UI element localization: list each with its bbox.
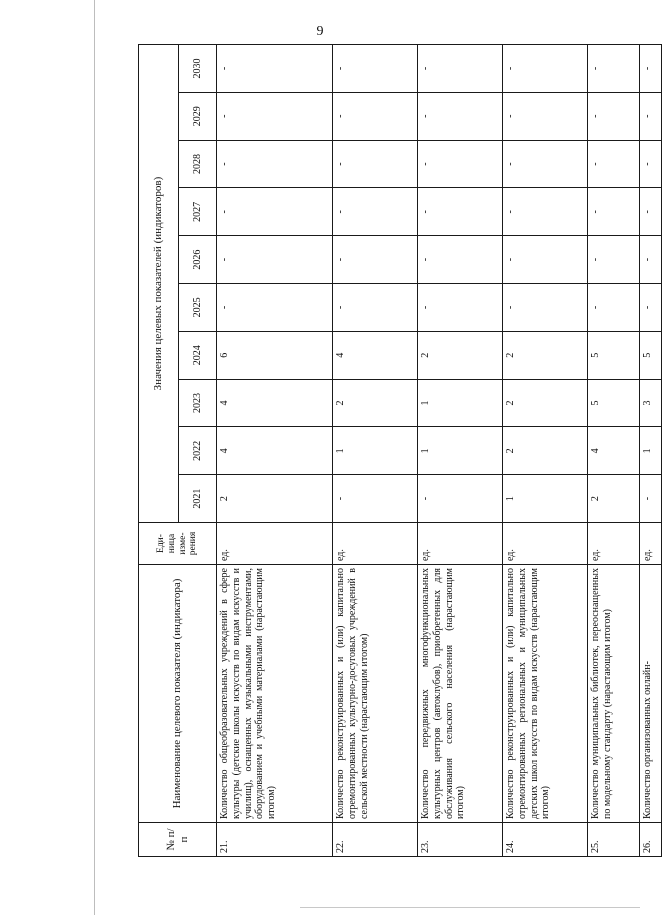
- row-value: 2: [503, 331, 588, 379]
- row-value: -: [217, 92, 333, 140]
- row-value: 4: [588, 427, 640, 475]
- row-value: 5: [588, 331, 640, 379]
- row-value: 4: [333, 331, 418, 379]
- row-value: -: [333, 140, 418, 188]
- row-value: -: [640, 284, 662, 332]
- row-value: 2: [588, 475, 640, 523]
- header-year: 2029: [179, 92, 217, 140]
- row-value: -: [503, 45, 588, 93]
- row-unit: ед.: [640, 523, 662, 565]
- row-name: Количество передвижных многофункциональных культурных центров (автоклубов), приобретенных для обслуживания сельского населения (нарастающим итогом): [418, 565, 503, 823]
- row-value: -: [503, 140, 588, 188]
- row-num: 24.: [503, 823, 588, 857]
- header-values-group: Значения целевых показателей (индикаторов): [139, 45, 179, 523]
- row-value: 4: [217, 379, 333, 427]
- row-num: 22.: [333, 823, 418, 857]
- row-value: 1: [333, 427, 418, 475]
- row-value: 6: [217, 331, 333, 379]
- row-name: Количество общеобразовательных учреждений в сфере культуры (детские школы искусств по видам искусств и училищ), оснащенных музыкальными инструментами, оборудованием и учебными материалами (нарастающим итогом): [217, 565, 333, 823]
- row-value: -: [217, 45, 333, 93]
- row-value: -: [333, 475, 418, 523]
- row-value: 5: [640, 331, 662, 379]
- row-name: Количество организованных онлайн-: [640, 565, 662, 823]
- table-row: [418, 45, 503, 857]
- row-value: -: [418, 45, 503, 93]
- row-num: 21.: [217, 823, 333, 857]
- row-value: 5: [588, 379, 640, 427]
- row-value: -: [333, 236, 418, 284]
- row-value: 3: [640, 379, 662, 427]
- row-value: -: [588, 284, 640, 332]
- row-num: 26.: [640, 823, 662, 857]
- row-value: 1: [640, 427, 662, 475]
- rotated-table-frame: [138, 45, 653, 857]
- table-row: [588, 45, 640, 857]
- row-name: Количество реконструированных и (или) капитально отремонтированных региональных и муниципальных детских школ искусств по видам искусств (нарастающим итогом): [503, 565, 588, 823]
- row-value: -: [640, 188, 662, 236]
- row-value: -: [333, 45, 418, 93]
- table-row: [217, 45, 333, 857]
- row-value: -: [418, 92, 503, 140]
- row-value: -: [333, 188, 418, 236]
- header-year: 2023: [179, 379, 217, 427]
- row-unit: ед.: [217, 523, 333, 565]
- header-year: 2030: [179, 45, 217, 93]
- row-value: -: [640, 45, 662, 93]
- row-value: -: [217, 140, 333, 188]
- header-year: 2028: [179, 140, 217, 188]
- header-year: 2022: [179, 427, 217, 475]
- row-name: Количество муниципальных библиотек, переоснащенных по модельному стандарту (нарастающим итогом): [588, 565, 640, 823]
- row-value: 2: [418, 331, 503, 379]
- row-num: 25.: [588, 823, 640, 857]
- header-num: № п/п: [139, 823, 217, 857]
- header-year: 2026: [179, 236, 217, 284]
- row-value: 1: [418, 379, 503, 427]
- row-value: -: [418, 140, 503, 188]
- row-value: -: [333, 92, 418, 140]
- row-value: -: [640, 92, 662, 140]
- table-row: [503, 45, 588, 857]
- row-value: 2: [333, 379, 418, 427]
- row-value: -: [217, 236, 333, 284]
- row-value: -: [503, 284, 588, 332]
- row-value: 1: [418, 427, 503, 475]
- table-row: [640, 45, 662, 857]
- row-value: -: [588, 188, 640, 236]
- table-row: [333, 45, 418, 857]
- row-value: -: [588, 92, 640, 140]
- row-value: -: [418, 188, 503, 236]
- row-value: -: [503, 236, 588, 284]
- page-number: 9: [316, 24, 324, 39]
- row-unit: ед.: [333, 523, 418, 565]
- header-year: 2025: [179, 284, 217, 332]
- row-name: Количество реконструированных и (или) капитально отремонтированных культурно-досуговых учреждений в сельской местности (нарастающим итогом): [333, 565, 418, 823]
- row-num: 23.: [418, 823, 503, 857]
- row-value: -: [640, 140, 662, 188]
- row-value: -: [640, 475, 662, 523]
- row-value: -: [503, 188, 588, 236]
- row-value: 2: [503, 427, 588, 475]
- row-value: -: [418, 475, 503, 523]
- row-value: -: [588, 45, 640, 93]
- row-unit: ед.: [418, 523, 503, 565]
- row-value: 2: [503, 379, 588, 427]
- binding-line: [94, 0, 95, 915]
- row-value: 4: [217, 427, 333, 475]
- header-year: 2027: [179, 188, 217, 236]
- rotated-table: [138, 45, 653, 857]
- row-value: -: [217, 188, 333, 236]
- row-value: -: [418, 236, 503, 284]
- row-unit: ед.: [588, 523, 640, 565]
- row-value: -: [503, 92, 588, 140]
- row-value: -: [418, 284, 503, 332]
- row-value: -: [588, 236, 640, 284]
- row-value: 2: [217, 475, 333, 523]
- row-value: 1: [503, 475, 588, 523]
- header-year: 2024: [179, 331, 217, 379]
- row-unit: ед.: [503, 523, 588, 565]
- row-value: -: [588, 140, 640, 188]
- row-value: -: [217, 284, 333, 332]
- row-value: -: [333, 284, 418, 332]
- header-unit: Еди-ница изме-рения: [139, 523, 217, 565]
- row-value: -: [640, 236, 662, 284]
- header-name: Наименование целевого показателя (индикатора): [139, 565, 217, 823]
- indicators-table: [138, 44, 662, 857]
- header-year: 2021: [179, 475, 217, 523]
- scan-edge-line: [300, 907, 640, 908]
